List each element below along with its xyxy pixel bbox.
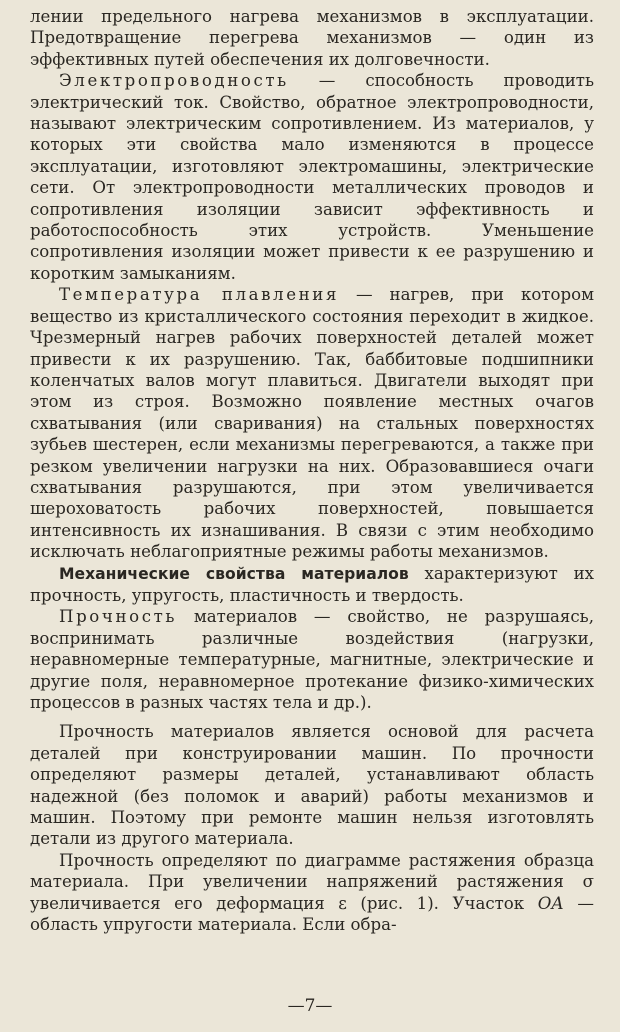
text-run: характеризуют их прочность, упругость, пластичность и твердость. xyxy=(30,563,594,605)
paragraph xyxy=(30,850,594,936)
section-heading: Механические свойства материалов xyxy=(59,564,409,583)
text-run: лении предельного нагрева механизмов в эксплуатации. Предотвращение перегрева механизмов — один из эффективных путей обеспечения их долговечности. xyxy=(30,7,594,69)
text-run: Прочность материалов является основой для расчета деталей при конструировании машин. По прочности определяют размеры деталей, устанавливают область надежной (без поломок и аварий) работы механизмов и машин. Поэтому при ремонте машин нельзя изготовлять детали из другого материала. xyxy=(30,722,594,849)
page-text xyxy=(30,6,594,935)
paragraph xyxy=(30,284,594,562)
term: Электропроводность xyxy=(59,71,289,91)
paragraph xyxy=(30,70,594,284)
paragraph xyxy=(30,606,594,713)
paragraph xyxy=(30,563,594,607)
text-run: материалов — свойство, не разрушаясь, воспринимать различные воздействия (нагрузки, неравномерные температурные, магнитные, электрические и другие поля, неравномерное протекание физико-химических процессов в разных частях тела и др.). xyxy=(30,607,594,712)
page-number: —7— xyxy=(287,996,333,1016)
text-run: ОА xyxy=(537,893,564,913)
term: Прочность xyxy=(59,607,178,627)
term: Температура плавления xyxy=(59,285,340,305)
text-run: — способность проводить электрический ток. Свойство, обратное электропроводности, называют электрическим сопротивлением. Из материалов, у которых эти свойства мало изменяются в процессе эксплуатации, изготовляют электромашины, электрические сети. От электропроводности металлических проводов и сопротивления изоляции зависит эффективность и работоспособность этих устройств. Уменьшение сопротивления изоляции может привести к ее разрушению и коротким замыканиям. xyxy=(30,71,594,283)
text-run: — область упругости материала. Если обра- xyxy=(30,893,594,935)
text-run: Прочность определяют по диаграмме растяжения образца материала. При увеличении напряжений растяжения σ увеличивается его деформация ε (рис. 1). Участок xyxy=(30,850,594,913)
text-run: — нагрев, при котором вещество из кристаллического состояния переходит в жидкое. Чрезмерный нагрев рабочих поверхностей деталей может привести к их разрушению. Так, баббитовые подшипники коленчатых валов могут плавиться. Двигатели выходят при этом из строя. Возможно появление местных очагов схватывания (или сваривания) на стальных поверхностях зубьев шестерен, если механизмы перегреваются, а также при резком увеличении нагрузки на них. Образовавшиеся очаги схватывания разрушаются, при этом увеличивается шероховатость рабочих поверхностей, повышается интенсивность их изнашивания. В связи с этим необходимо исключать неблагоприятные режимы работы механизмов. xyxy=(30,285,594,562)
paragraph xyxy=(30,721,594,849)
paragraph xyxy=(30,6,594,70)
